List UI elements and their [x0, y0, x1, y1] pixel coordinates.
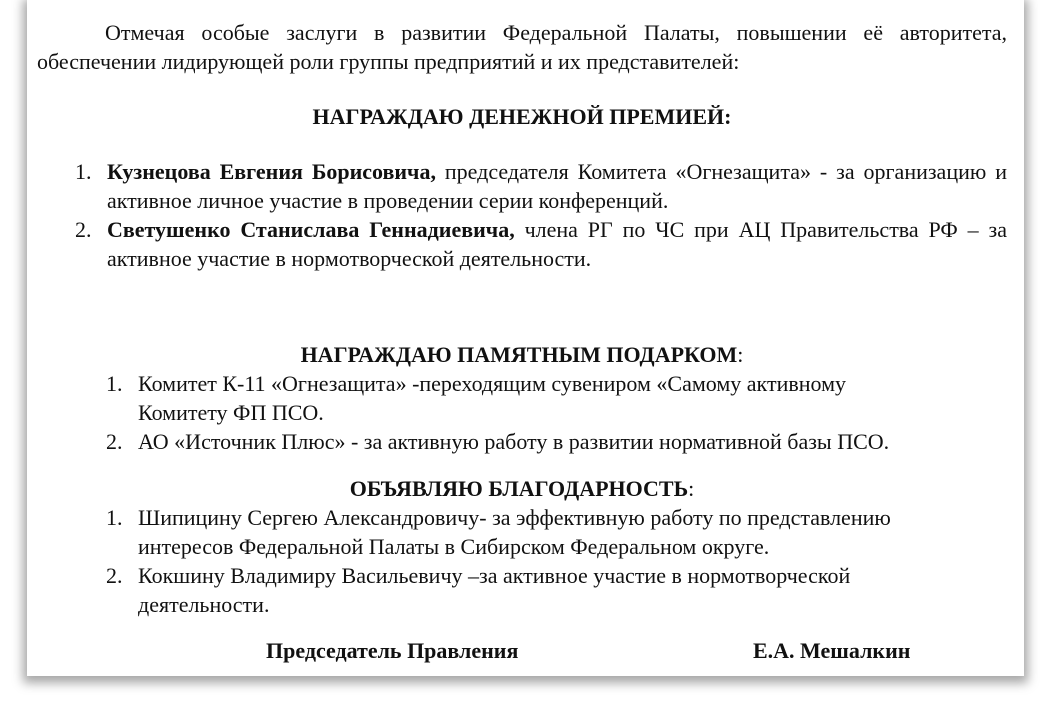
award-reason: председателя Комитета «Огнезащита» - за организацию и активное личное участие в проведении серии конференций.: [107, 159, 1008, 213]
list-item-text: Шипицину Сергею Александровичу- за эффективную работу по представлению интересов Федеральной Палаты в Сибирском Федеральном округе.: [138, 505, 891, 559]
gratitude-list: [37, 503, 1007, 619]
list-item: [37, 503, 1007, 561]
list-item: [37, 427, 1007, 456]
heading-gratitude: [37, 474, 1007, 503]
awardee-name: Кузнецова Евгения Борисовича,: [107, 159, 436, 184]
list-item-number: 2.: [75, 217, 92, 242]
award-reason: члена РГ по ЧС при АЦ Правительства РФ – за активное участие в нормотворческой деятельности.: [107, 217, 1007, 271]
document-content: [37, 18, 1007, 619]
memorable-gift-list: [37, 369, 1007, 456]
list-item: [37, 561, 1007, 619]
signature-title: Председатель Правления: [266, 638, 519, 663]
monetary-award-list: [37, 157, 1007, 273]
heading-monetary-award-text: НАГРАЖДАЮ ДЕНЕЖНОЙ ПРЕМИЕЙ:: [312, 104, 732, 129]
list-item-number: 1.: [75, 159, 92, 184]
list-item-text: АО «Источник Плюс» - за активную работу в развитии нормативной базы ПСО.: [138, 429, 890, 454]
heading-memorable-gift-text: НАГРАЖДАЮ ПАМЯТНЫМ ПОДАРКОМ: [300, 342, 738, 367]
list-item: [37, 157, 1007, 215]
heading-memorable-gift: [37, 340, 1007, 369]
heading-gratitude-text: ОБЪЯВЛЯЮ БЛАГОДАРНОСТЬ: [349, 476, 689, 501]
heading-monetary-award: [37, 102, 1007, 131]
list-item-number: 1.: [106, 371, 123, 396]
list-item-number: 2.: [106, 429, 123, 454]
list-item-number: 1.: [106, 505, 123, 530]
list-item: [37, 215, 1007, 273]
document-page: [27, 0, 1024, 676]
list-item-text: Комитет К-11 «Огнезащита» -переходящим сувениром «Самому активному Комитету ФП ПСО.: [138, 371, 847, 425]
heading-colon: :: [688, 476, 695, 501]
intro-paragraph: Отмечая особые заслуги в развитии Федеральной Палаты, повышении её авторитета, обеспечении лидирующей роли группы предприятий и их представителей:: [37, 20, 1007, 74]
awardee-name: Светушенко Станислава Геннадиевича,: [107, 217, 515, 242]
signature-name: Е.А. Мешалкин: [753, 638, 911, 663]
heading-colon: :: [737, 342, 744, 367]
list-item-number: 2.: [106, 563, 123, 588]
list-item: [37, 369, 1007, 427]
list-item-text: Кокшину Владимиру Васильевичу –за активное участие в нормотворческой деятельности.: [138, 563, 851, 617]
